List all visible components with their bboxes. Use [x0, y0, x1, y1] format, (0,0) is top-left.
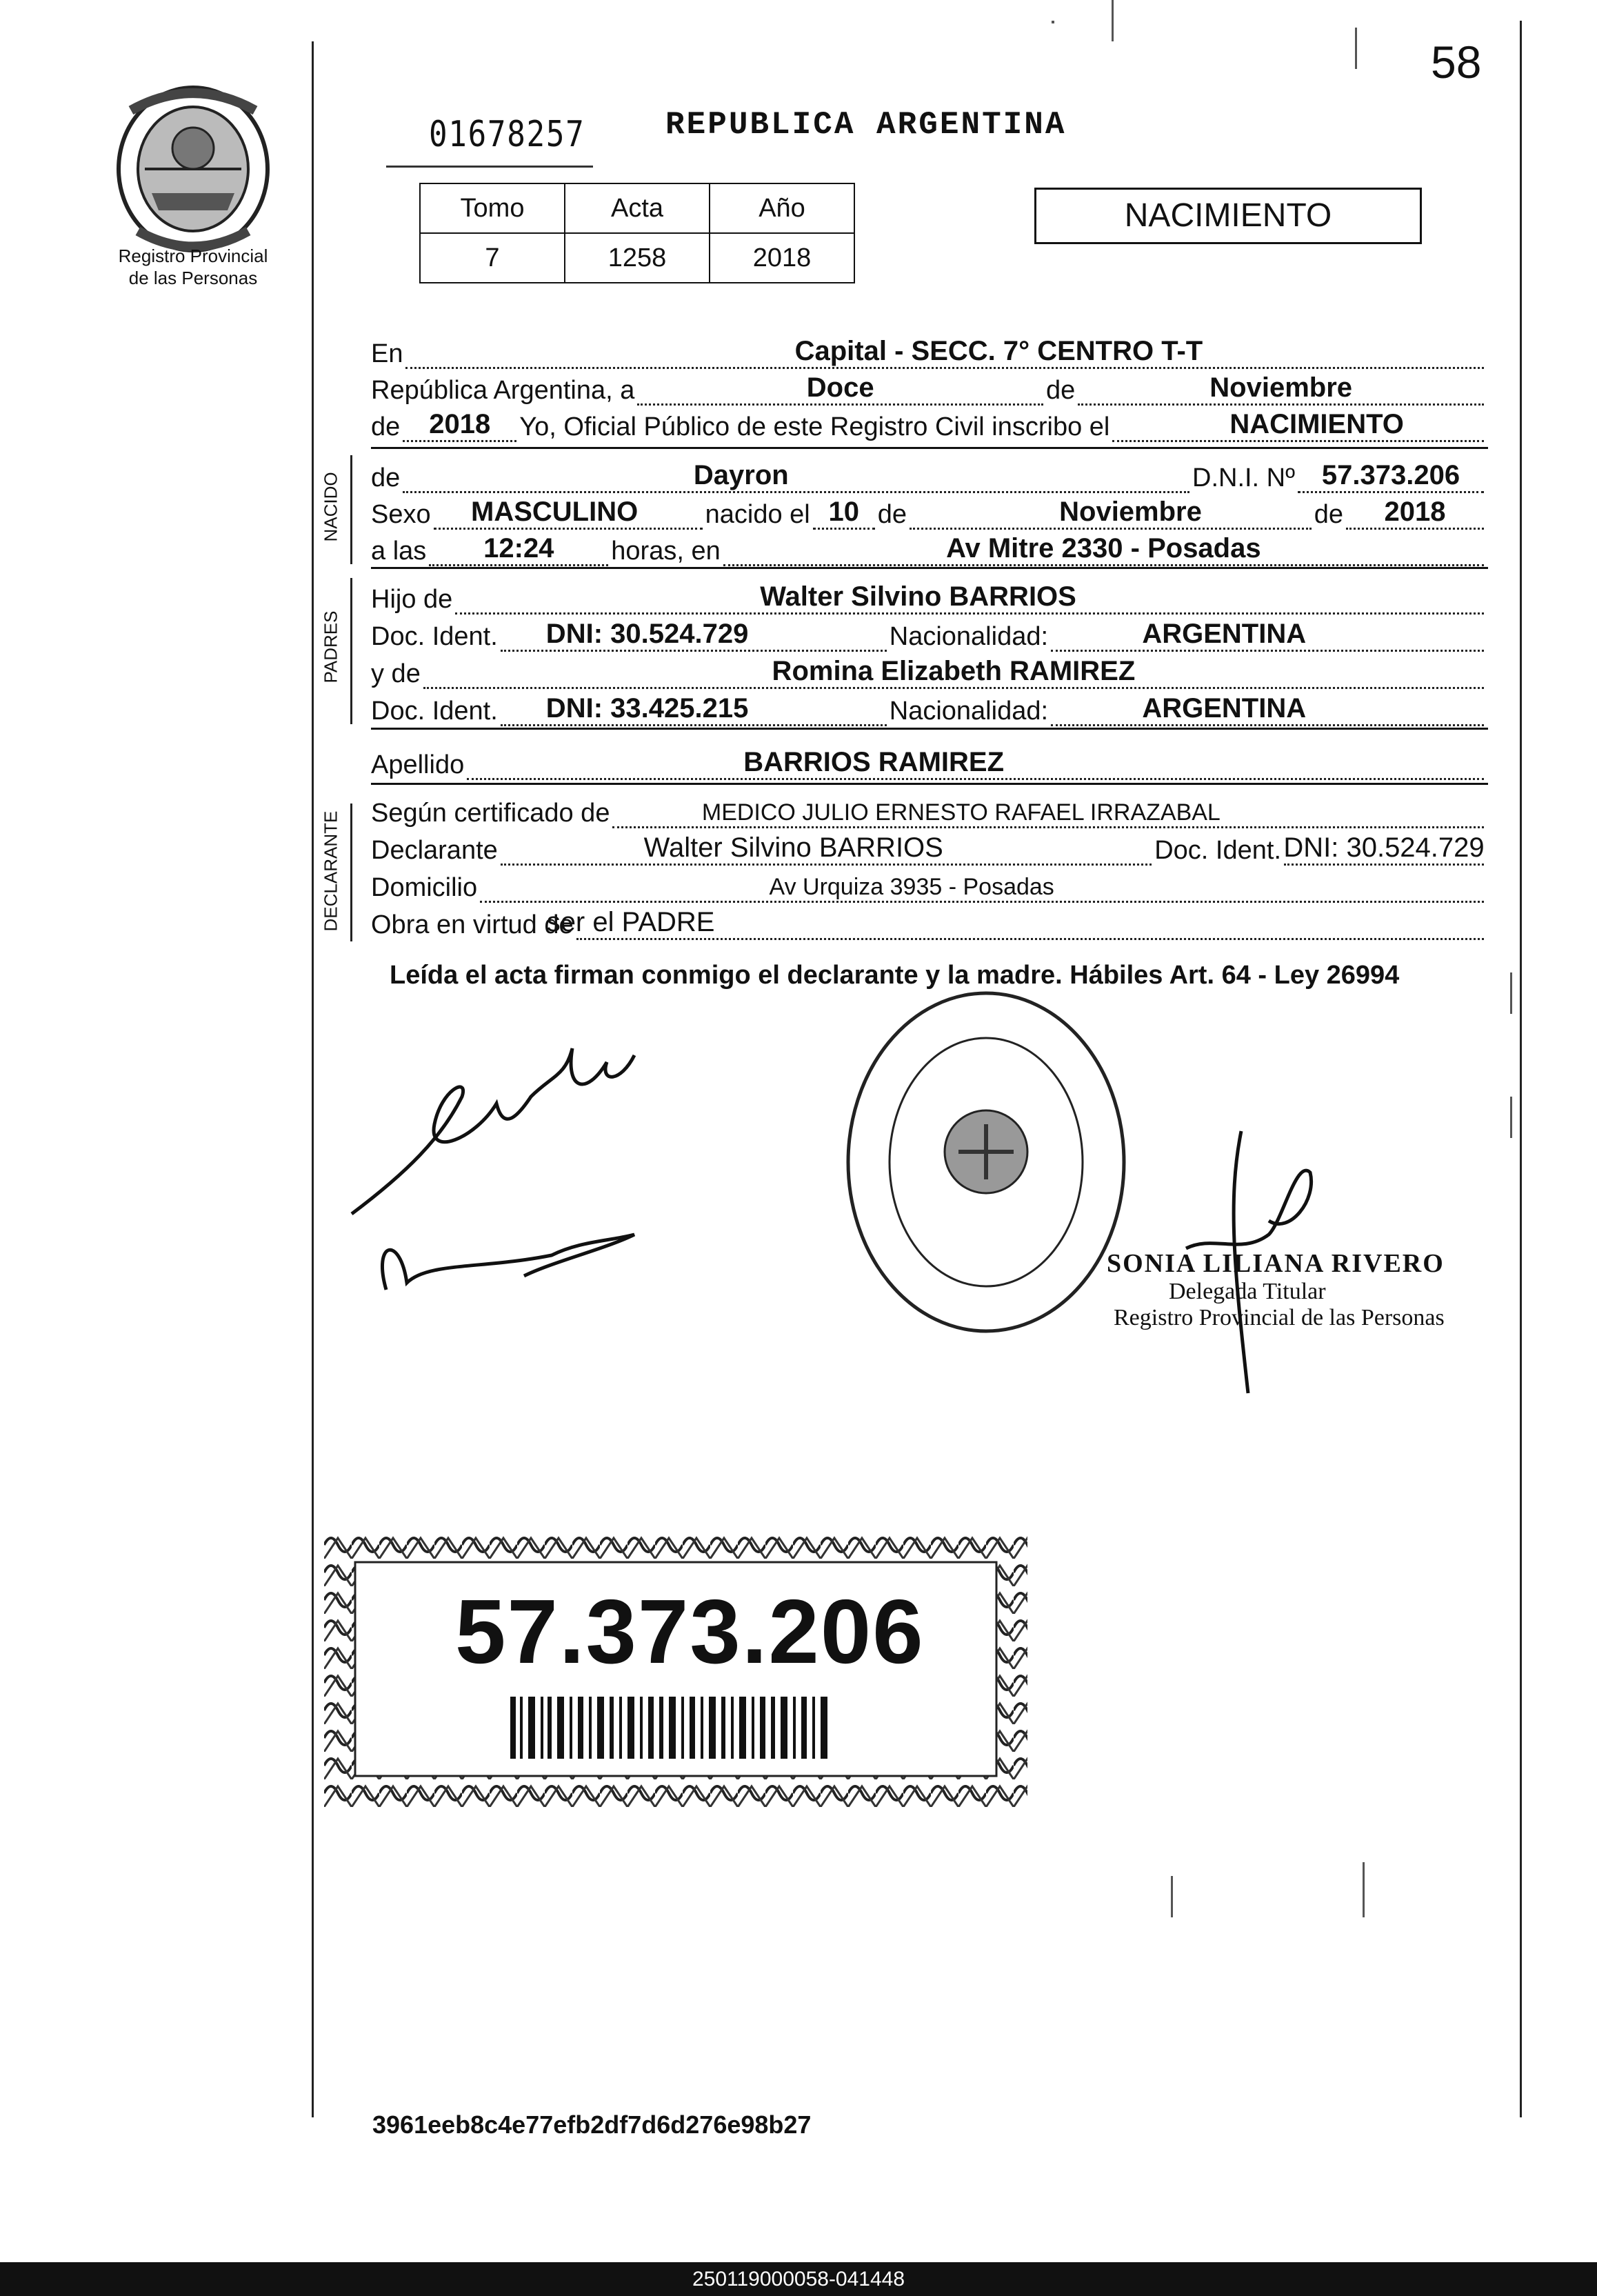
- en-row: [371, 336, 1487, 369]
- field-value: 2018: [429, 409, 491, 439]
- scan-mark: [1171, 1876, 1173, 1917]
- field-value: Av Mitre 2330 - Posadas: [946, 533, 1261, 563]
- scan-mark: [1363, 1862, 1365, 1917]
- field-value: ARGENTINA: [1142, 619, 1307, 649]
- declarante-row: [371, 832, 1487, 866]
- footer-code-bar: 250119000058-041448: [0, 2262, 1597, 2296]
- scan-mark: [1355, 28, 1357, 69]
- padres-side-label: PADRES: [320, 610, 341, 683]
- field-label: Domicilio: [371, 873, 478, 902]
- table-header: Tomo: [420, 183, 565, 233]
- father-doc-row: [371, 619, 1487, 652]
- field-value: Capital - SECC. 7° CENTRO T-T: [794, 336, 1203, 366]
- field-value: Romina Elizabeth RAMIREZ: [772, 656, 1136, 686]
- field-value: MEDICO JULIO ERNESTO RAFAEL IRRAZABAL: [701, 799, 1221, 826]
- table-header: Año: [710, 183, 854, 233]
- field-label: de: [371, 463, 401, 492]
- act-type-box: NACIMIENTO: [1034, 188, 1422, 244]
- field-label: República Argentina, a: [371, 376, 635, 405]
- field-value: Walter Silvino BARRIOS: [643, 832, 943, 863]
- field-label: D.N.I. Nº: [1192, 463, 1295, 492]
- field-value: 2018: [1384, 497, 1446, 527]
- table-cell: 7: [420, 233, 565, 283]
- section-bracket: [350, 455, 352, 564]
- serial-underline: [386, 166, 593, 168]
- father-row: [371, 581, 1487, 615]
- section-divider: [371, 567, 1488, 569]
- mother-row: [371, 656, 1487, 689]
- provincia-misiones-seal-icon: [110, 83, 276, 255]
- table-cell: 1258: [565, 233, 710, 283]
- field-label: Nacionalidad:: [889, 697, 1049, 726]
- right-margin-rule: [1520, 21, 1522, 2117]
- field-value: 10: [828, 497, 859, 527]
- field-label: nacido el: [705, 500, 810, 529]
- mother-doc-row: [371, 693, 1487, 726]
- document-hash: 3961eeb8c4e77efb2df7d6d276e98b27: [372, 2110, 812, 2139]
- section-divider: [371, 783, 1488, 785]
- field-value: DNI: 30.524.729: [1283, 832, 1485, 863]
- registry-caption: Registro Provincial de las Personas: [118, 246, 268, 288]
- closing-text: Leída el acta firman conmigo el declarante y la madre. Hábiles Art. 64 - Ley 26994: [390, 961, 1400, 990]
- tomo-acta-ano-table: [419, 183, 855, 283]
- field-label: y de: [371, 659, 421, 688]
- declarante-side-label: DECLARANTE: [320, 810, 341, 932]
- serial-number: 01678257: [429, 114, 585, 155]
- table-header: Acta: [565, 183, 710, 233]
- field-value: ARGENTINA: [1142, 693, 1307, 723]
- field-label: Yo, Oficial Público de este Registro Civil inscribo el: [519, 412, 1110, 441]
- domicilio-row: [371, 873, 1487, 903]
- signer-name: SONIA LILIANA RIVERO: [1107, 1249, 1445, 1278]
- field-label: Hijo de: [371, 585, 453, 614]
- scan-mark: [1510, 1097, 1512, 1138]
- nacido-time-row: [371, 533, 1487, 566]
- signature-drawing: [345, 1035, 731, 1324]
- apellido-row: [371, 747, 1487, 780]
- field-label: de: [877, 500, 907, 529]
- signer-office: Registro Provincial de las Personas: [1114, 1305, 1445, 1330]
- field-value: NACIMIENTO: [1229, 409, 1404, 439]
- scan-mark: [1052, 21, 1054, 23]
- field-value: DNI: 33.425.215: [545, 693, 749, 723]
- certificado-row: [371, 799, 1487, 828]
- field-label: Doc. Ident.: [1154, 836, 1281, 865]
- field-label: a las: [371, 537, 427, 566]
- table-cell: 2018: [710, 233, 854, 283]
- field-label: En: [371, 339, 403, 368]
- scan-mark: [1510, 972, 1512, 1014]
- official-stamp-icon: [841, 986, 1131, 1338]
- field-value: Av Urquiza 3935 - Posadas: [769, 874, 1054, 900]
- document-title: REPUBLICA ARGENTINA: [665, 107, 1067, 143]
- field-label: de: [1314, 500, 1343, 529]
- signer-role: Delegada Titular: [1169, 1279, 1326, 1304]
- field-label: Apellido: [371, 750, 465, 779]
- scan-mark: [1112, 0, 1114, 41]
- field-value: DNI: 30.524.729: [545, 619, 749, 649]
- field-value: Doce: [806, 372, 874, 403]
- field-label: horas, en: [611, 537, 721, 566]
- field-label: Sexo: [371, 500, 431, 529]
- left-margin-rule: [312, 41, 314, 2117]
- field-value: Noviembre: [1209, 372, 1353, 403]
- field-label: Declarante: [371, 836, 498, 865]
- field-value: ser el PADRE: [546, 907, 715, 937]
- field-label: de: [1046, 376, 1076, 405]
- field-label: de: [371, 412, 401, 441]
- field-label: Doc. Ident.: [371, 697, 498, 726]
- nacido-side-label: NACIDO: [320, 472, 341, 542]
- officer-row: [371, 409, 1487, 442]
- page-number: 58: [1431, 37, 1482, 88]
- section-divider: [371, 447, 1488, 449]
- field-value: Noviembre: [1059, 497, 1202, 527]
- field-label: Según certificado de: [371, 799, 610, 828]
- nacido-name-row: [371, 460, 1487, 493]
- section-bracket: [350, 578, 352, 724]
- nacido-sexo-row: [371, 497, 1487, 530]
- section-bracket: [350, 803, 352, 941]
- section-divider: [371, 728, 1488, 730]
- field-label: Nacionalidad:: [889, 622, 1049, 651]
- republica-row: [371, 372, 1487, 406]
- field-value: Walter Silvino BARRIOS: [760, 581, 1076, 612]
- signer-block: [1107, 1248, 1445, 1331]
- field-value: BARRIOS RAMIREZ: [743, 747, 1005, 777]
- field-value: 12:24: [483, 533, 554, 563]
- field-value: 57.373.206: [1321, 460, 1460, 490]
- field-label: Doc. Ident.: [371, 622, 498, 651]
- field-label: Obra en virtud de: [371, 910, 574, 939]
- dni-large-number: 57.373.206: [455, 1581, 925, 1682]
- obra-row: [371, 907, 1487, 940]
- field-value: Dayron: [693, 460, 789, 490]
- field-value: MASCULINO: [471, 497, 639, 527]
